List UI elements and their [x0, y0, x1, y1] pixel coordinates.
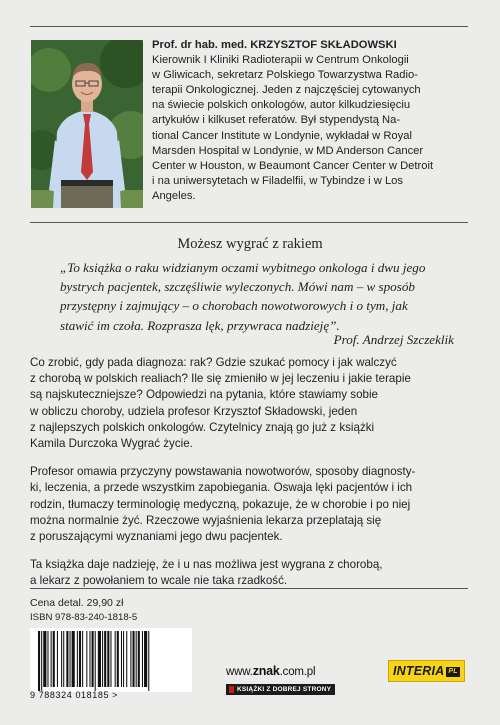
author-name: Prof. dr hab. med. KRZYSZTOF SKŁADOWSKI: [152, 39, 397, 51]
barcode-bar: [89, 631, 90, 687]
description: [30, 355, 475, 602]
author-bio: [152, 38, 470, 204]
barcode-bar: [79, 631, 81, 687]
paragraph-line: są najskuteczniejsze? Odpowiedzi na pytania, które stawiamy sobie: [30, 388, 378, 402]
middle-divider: [30, 222, 468, 223]
description-paragraph: [30, 464, 475, 545]
bio-line: w Gliwicach, sekretarz Polskiego Towarzystwa Radio-: [152, 69, 418, 82]
barcode-bar: [123, 631, 124, 687]
paragraph-line: w obliczu choroby, udziela profesor Krzysztof Składowski, jeden: [30, 404, 358, 418]
quote-line: przystępny i zajmujący – o chorobach nowotworowych i o tym, jak: [60, 298, 408, 314]
barcode-bar: [133, 631, 135, 687]
barcode-bar: [86, 631, 87, 687]
paragraph-line: Kamila Durczoka Wygrać życie.: [30, 437, 193, 451]
bio-line: artykułów i kilkuset referatów. Był stypendystą Na-: [152, 114, 401, 127]
barcode-bar: [70, 631, 71, 687]
barcode-bar: [110, 631, 111, 687]
barcode-bar: [66, 631, 68, 687]
barcode-bar: [92, 631, 94, 687]
bio-line: na świecie polskich onkologów, autor kilkudziesięciu: [152, 99, 411, 112]
barcode-bar: [95, 631, 96, 691]
barcode-bar: [148, 631, 149, 691]
paragraph-line: z poruszającymi wyznaniami jego dwu pacjentek.: [30, 530, 283, 544]
barcode-bar: [136, 631, 137, 687]
publisher-tagline: KSIĄŻKI Z DOBREJ STRONY: [226, 684, 335, 695]
bio-line: i na uniwersytetach w Filadelfii, w Tybindze i w Los: [152, 174, 404, 187]
bio-line: tional Cancer Institute w Londynie, wykładał w Royal: [152, 129, 412, 142]
barcode-bar: [51, 631, 52, 687]
bio-line: Center w Houston, w Beaumont Cancer Center w Detroit: [152, 159, 434, 172]
bio-line: Angeles.: [152, 189, 196, 202]
quote-line: stawić im czoła. Rozprasza lęk, przywraca nadzieję”.: [60, 317, 340, 333]
blurb-quote: [60, 258, 472, 335]
bio-line: Marsden Hospital w Londynie, w MD Anderson Cancer: [152, 144, 424, 157]
publisher-logo: [226, 664, 335, 696]
barcode-bar: [126, 631, 127, 687]
barcode-bar: [117, 631, 119, 687]
barcode-bar: [144, 631, 147, 687]
publisher-url: www.znak.com.pl: [226, 664, 316, 678]
section-heading: Możesz wygrać z rakiem: [177, 236, 323, 252]
barcode-bar: [38, 631, 40, 691]
paragraph-line: z chorobą w polskich realiach? Ile się zmieniło w jej leczeniu i jakie terapie: [30, 372, 411, 386]
barcode-bar: [82, 631, 83, 687]
barcode-bar: [53, 631, 55, 687]
paragraph-line: Co zrobić, gdy pada diagnoza: rak? Gdzie szukać pomocy i jak walczyć: [30, 356, 397, 369]
bio-line: terapii Onkologicznej. Jeden z najczęściej cytowanych: [152, 84, 421, 97]
paragraph-line: Profesor omawia przyczyny powstawania nowotworów, sposoby diagnosty-: [30, 465, 416, 479]
paragraph-line: można normalnie żyć. Rzeczowe wyjaśnienia lekarza przeplatają się: [30, 513, 382, 527]
bio-line: Kierownik I Kliniki Radioterapii w Centrum Onkologii: [152, 54, 409, 67]
barcode-bar: [77, 631, 78, 687]
partner-logo: INTERIA PL: [388, 660, 465, 682]
barcode-bar: [102, 631, 103, 687]
top-divider: [30, 26, 468, 27]
quote-author: Prof. Andrzej Szczeklik: [333, 332, 454, 347]
barcode-bar: [61, 631, 62, 687]
barcode-bar: [72, 631, 75, 687]
barcode-bar: [43, 631, 46, 687]
barcode-bar: [41, 631, 42, 691]
barcode-bar: [98, 631, 101, 687]
barcode-bar: [107, 631, 109, 687]
paragraph-line: z najlepszych polskich onkologów. Czytelnicy znają go już z książki: [30, 420, 375, 434]
barcode-bar: [63, 631, 64, 687]
barcode-bar: [138, 631, 140, 687]
description-paragraph: [30, 355, 475, 452]
barcode: [30, 628, 192, 692]
barcode-bar: [104, 631, 106, 687]
barcode-digits: 9 788324 018185 >: [30, 690, 119, 700]
quote-line: bystrych pacjentek, szczęśliwie wyleczonych. Mówi nam – w sposób: [60, 279, 415, 295]
isbn-number: ISBN 978-83-240-1818-5: [30, 612, 138, 623]
author-photo: [31, 40, 143, 208]
paragraph-line: a lekarz z powołaniem to wcale nie taka rzadkość.: [30, 574, 288, 588]
paragraph-line: rodzin, tłumaczy terminologię medyczną, pokazuje, że w chorobie i po niej: [30, 497, 411, 511]
retail-price: Cena detal. 29,90 zł: [30, 597, 124, 609]
paragraph-line: ki, leczenia, a przede wszystkim zapobiegania. Oswaja lęki pacjentów i ich: [30, 481, 413, 495]
quote-line: „To książka o raku widzianym oczami wybitnego onkologa i dwu jego: [60, 260, 426, 275]
barcode-bar: [121, 631, 122, 687]
barcode-bar: [115, 631, 116, 687]
description-paragraph: [30, 557, 475, 589]
bottom-divider: [30, 588, 468, 589]
paragraph-line: Ta książka daje nadzieję, że i u nas możliwa jest wygrana z chorobą,: [30, 558, 383, 572]
barcode-bar: [142, 631, 143, 687]
barcode-bar: [130, 631, 131, 687]
barcode-bar: [47, 631, 48, 687]
barcode-bar: [57, 631, 58, 687]
red-bookmark-icon: [229, 686, 234, 693]
